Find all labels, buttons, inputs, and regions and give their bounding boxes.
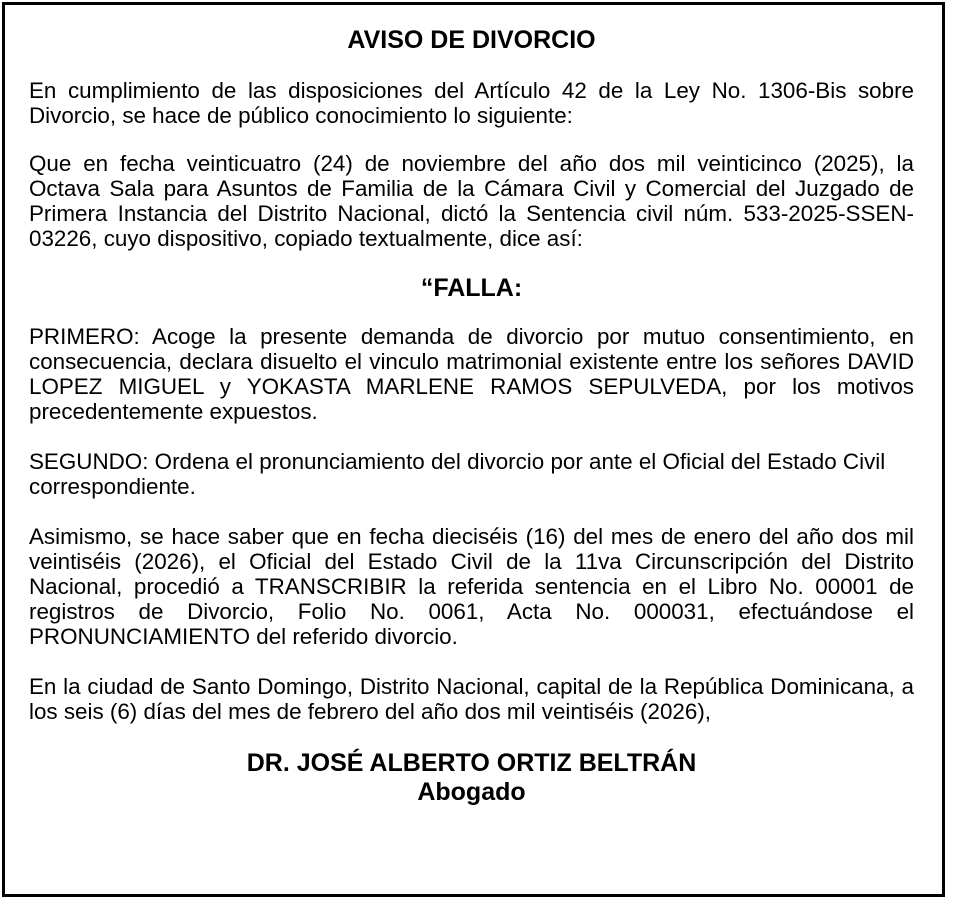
ruling-paragraph: Que en fecha veinticuatro (24) de noviembre del año dos mil veinticinco (2025), la Octava Sala para Asuntos de Familia de la Cámara Civil y Comercial del Juzgado de Primera Instancia del Distrito Nacional, dictó la Sentencia civil núm. 533-2025-SSEN-03226, cuyo dispositivo, copiado textualmente, dice así: — [29, 151, 914, 251]
city-date-paragraph: En la ciudad de Santo Domingo, Distrito Nacional, capital de la República Dominicana, a los seis (6) días del mes de febrero del año dos mil veintiséis (2026), — [29, 674, 914, 724]
asimismo-paragraph: Asimismo, se hace saber que en fecha dieciséis (16) del mes de enero del año dos mil veintiséis (2026), el Oficial del Estado Civil de la 11va Circunscripción del Distrito Nacional, procedió a TRANSCRIBIR la referida sentencia en el Libro No. 00001 de registros de Divorcio, Folio No. 0061, Acta No. 000031, efectuándose el PRONUNCIAMIENTO del referido divorcio. — [29, 524, 914, 649]
segundo-paragraph: SEGUNDO: Ordena el pronunciamiento del divorcio por ante el Oficial del Estado Civil correspondiente. — [29, 449, 886, 499]
signature-block — [29, 749, 914, 807]
divorce-notice — [2, 2, 945, 897]
falla-heading: “FALLA: — [420, 274, 523, 302]
intro-paragraph: En cumplimiento de las disposiciones del Artículo 42 de la Ley No. 1306-Bis sobre Divorcio, se hace de público conocimiento lo siguiente: — [29, 78, 914, 128]
signature-role: Abogado — [417, 778, 526, 806]
signature-name: DR. JOSÉ ALBERTO ORTIZ BELTRÁN — [246, 749, 697, 777]
notice-title: AVISO DE DIVORCIO — [347, 26, 596, 54]
primero-paragraph: PRIMERO: Acoge la presente demanda de divorcio por mutuo consentimiento, en consecuencia, declara disuelto el vinculo matrimonial existente entre los señores DAVID LOPEZ MIGUEL y YOKASTA MARLENE RAMOS SEPULVEDA, por los motivos precedentemente expuestos. — [29, 324, 914, 424]
